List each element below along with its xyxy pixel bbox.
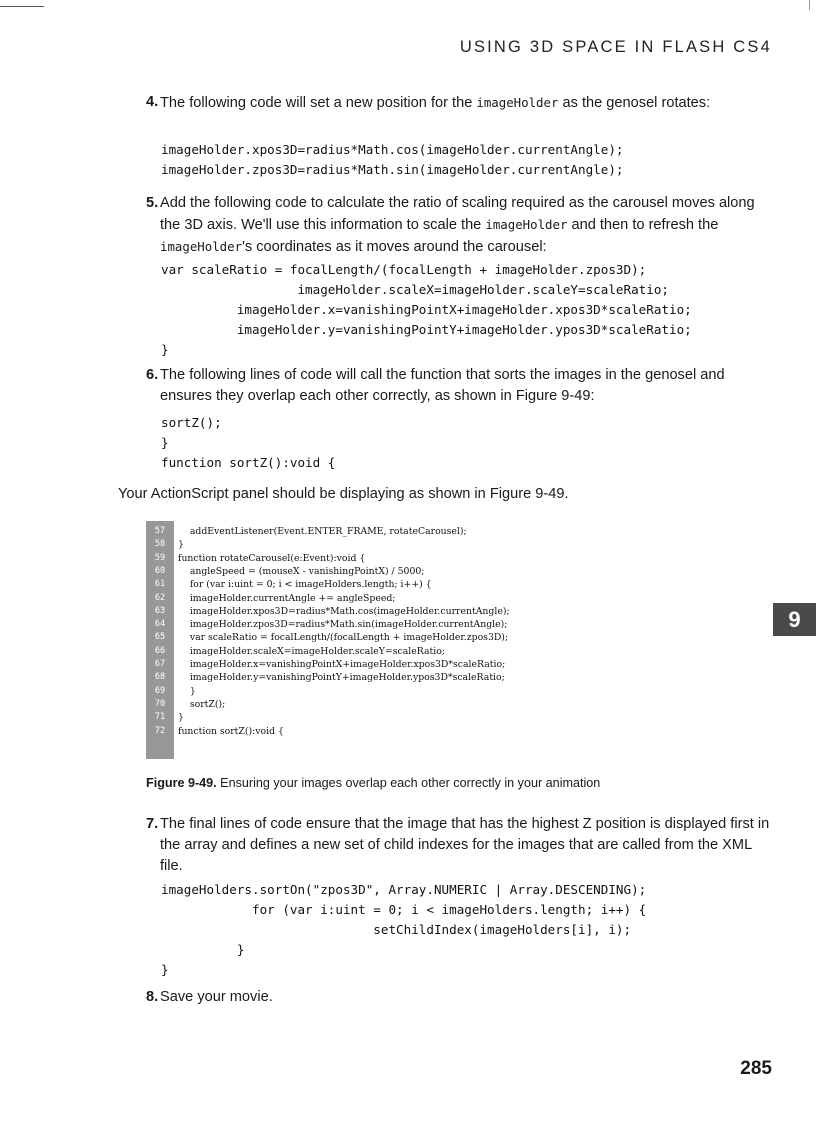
- panel-intro: Your ActionScript panel should be displaying as shown in Figure 9-49.: [118, 486, 569, 502]
- figure-caption: [146, 776, 600, 790]
- figure-caption-label: Figure 9-49.: [146, 776, 217, 790]
- step-8-number: 8.: [146, 989, 159, 1005]
- step-6-text: The following lines of code will call the function that sorts the images in the genosel and ensures they overlap each other correctly, as shown in Figure 9-49:: [160, 367, 725, 404]
- code-line: 68 imageHolder.y=vanishingPointY+imageHolder.ypos3D*scaleRatio;: [154, 672, 505, 684]
- code-line: 72 function sortZ():void {: [154, 725, 284, 737]
- code-line: 57 addEventListener(Event.ENTER_FRAME, rotateCarousel);: [154, 526, 467, 537]
- step-6: [146, 365, 776, 407]
- figure-code-panel: [146, 521, 706, 759]
- code-line: 71 }: [154, 712, 184, 724]
- running-header: USING 3D SPACE IN FLASH CS4: [459, 38, 772, 56]
- code-line: 61 for (var i:uint = 0; i < imageHolders.length; i++) {: [154, 579, 432, 591]
- code-line: 64 imageHolder.zpos3D=radius*Math.sin(imageHolder.currentAngle);: [154, 619, 508, 631]
- step-4-number: 4.: [146, 94, 159, 110]
- step-5-text: Add the following code to calculate the ratio of scaling required as the carousel moves along the 3D axis. We'll use this information to scale the imageHolder and then to refresh the imageHolder's coordinates as it moves around the carousel:: [160, 195, 755, 255]
- step-5: [146, 193, 776, 258]
- code-line: 63 imageHolder.xpos3D=radius*Math.cos(imageHolder.currentAngle);: [154, 605, 510, 617]
- code-line: 62 imageHolder.currentAngle += angleSpeed;: [154, 592, 396, 604]
- code-line: 65 var scaleRatio = focalLength/(focalLength + imageHolder.zpos3D);: [154, 632, 509, 644]
- step-6-number: 6.: [146, 367, 159, 383]
- step-7: [146, 814, 776, 877]
- corner-rule: [0, 6, 44, 7]
- page-number: 285: [740, 1058, 772, 1079]
- code-line: 67 imageHolder.x=vanishingPointX+imageHolder.xpos3D*scaleRatio;: [154, 659, 506, 670]
- code-line: 70 sortZ();: [154, 698, 226, 710]
- code-line: 60 angleSpeed = (mouseX - vanishingPointX) / 5000;: [154, 565, 425, 577]
- chapter-tab: 9: [773, 603, 816, 636]
- step-7-number: 7.: [146, 816, 159, 832]
- step-4-text: The following code will set a new position for the imageHolder as the genosel rotates:: [160, 95, 711, 111]
- step-8: [146, 987, 776, 1008]
- step-5-number: 5.: [146, 195, 159, 211]
- figure-caption-text: Ensuring your images overlap each other correctly in your animation: [216, 776, 601, 790]
- step-4: [146, 92, 776, 114]
- code-line: 69 }: [154, 685, 196, 697]
- step-7-code: imageHolders.sortOn("zpos3D", Array.NUMERIC | Array.DESCENDING); for (var i:uint = 0; i < imageHolders.length; i++) { setChildIndex(imageHolders[i], i); } }: [161, 882, 647, 977]
- step-8-text: Save your movie.: [160, 989, 273, 1005]
- code-line: 58 }: [154, 539, 184, 551]
- corner-tick: [809, 0, 810, 10]
- step-7-text: The final lines of code ensure that the image that has the highest Z position is displayed first in the array and defines a new set of child indexes for the images that are called from the XML file.: [160, 816, 770, 874]
- code-line: 66 imageHolder.scaleX=imageHolder.scaleY=scaleRatio;: [154, 645, 445, 657]
- step-5-code: var scaleRatio = focalLength/(focalLength + imageHolder.zpos3D); imageHolder.scaleX=imageHolder.scaleY=scaleRatio; imageHolder.x=vanishingPointX+imageHolder.xpos3D*scaleRatio; imageHolder.y=vanishingPointY+imageHolder.ypos3D*scaleRatio; }: [161, 262, 692, 357]
- step-4-code: imageHolder.xpos3D=radius*Math.cos(imageHolder.currentAngle); imageHolder.zpos3D=radius*Math.sin(imageHolder.currentAngle);: [161, 142, 624, 177]
- step-6-code: sortZ(); } function sortZ():void {: [161, 415, 336, 470]
- code-line: 59 function rotateCarousel(e:Event):void {: [154, 552, 366, 564]
